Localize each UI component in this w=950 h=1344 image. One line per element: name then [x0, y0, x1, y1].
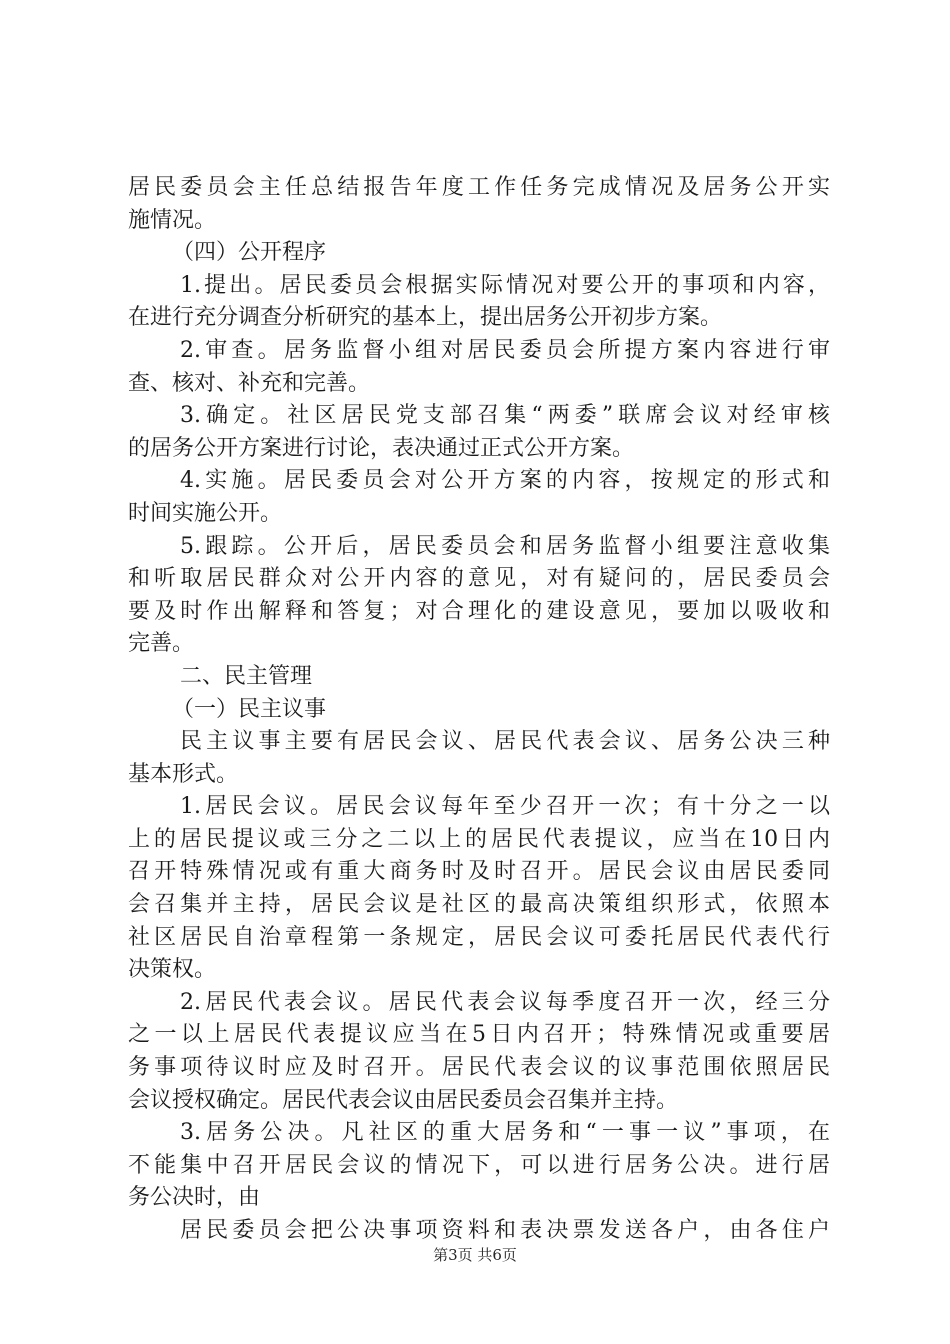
text-line: 3.确定。社区居民党支部召集“两委”联席会议对经审核 — [180, 403, 830, 429]
text-line: 完善。 — [128, 631, 195, 657]
text-line: 5.跟踪。公开后，居民委员会和居务监督小组要注意收集 — [180, 533, 830, 559]
text-line: 施情况。 — [128, 207, 217, 233]
text-line: 社区居民自治章程第一条规定，居民会议可委托居民代表代行 — [128, 924, 830, 950]
text-line: 决策权。 — [128, 957, 217, 983]
text-line: 召开特殊情况或有重大商务时及时召开。居民会议由居民委同 — [128, 859, 830, 885]
text-line: 3.居务公决。凡社区的重大居务和“一事一议”事项，在 — [180, 1120, 830, 1146]
text-line: 时间实施公开。 — [128, 500, 283, 526]
text-line: 2.居民代表会议。居民代表会议每季度召开一次，经三分 — [180, 989, 830, 1015]
text-line: 务事项待议时应及时召开。居民代表会议的议事范围依照居民 — [128, 1055, 830, 1081]
page-footer: 第3页 共6页 — [433, 1246, 517, 1264]
text-line: 在进行充分调查分析研究的基本上，提出居务公开初步方案。 — [128, 305, 723, 331]
text-line: 要及时作出解释和答复；对合理化的建设意见，要加以吸收和 — [128, 598, 830, 624]
text-line: 居民委员会主任总结报告年度工作任务完成情况及居务公开实 — [128, 175, 830, 200]
text-line: 务公决时，由 — [128, 1185, 261, 1211]
text-line: 会召集并主持，居民会议是社区的最高决策组织形式，依照本 — [128, 892, 830, 918]
text-line: 居民委员会把公决事项资料和表决票发送各户，由各住户 — [180, 1218, 830, 1243]
text-line: 和听取居民群众对公开内容的意见，对有疑问的，居民委员会 — [128, 566, 830, 592]
body-text — [128, 172, 830, 1248]
text-line: 查、核对、补充和完善。 — [128, 370, 371, 396]
text-line: 1.居民会议。居民会议每年至少召开一次；有十分之一以 — [180, 794, 830, 820]
text-line: 1.提出。居民委员会根据实际情况对要公开的事项和内容， — [180, 272, 830, 298]
text-line: （一）民主议事 — [172, 696, 327, 722]
text-line: 基本形式。 — [128, 761, 239, 787]
text-line: 之一以上居民代表提议应当在5日内召开；特殊情况或重要居 — [128, 1022, 830, 1048]
text-line: 二、民主管理 — [180, 663, 313, 689]
text-line: 4.实施。居民委员会对公开方案的内容，按规定的形式和 — [180, 468, 830, 494]
text-line: 会议授权确定。居民代表会议由居民委员会召集并主持。 — [128, 1087, 679, 1113]
text-line: （四）公开程序 — [172, 240, 327, 266]
text-line: 民主议事主要有居民会议、居民代表会议、居务公决三种 — [180, 729, 830, 755]
text-line: 2.审查。居务监督小组对居民委员会所提方案内容进行审 — [180, 337, 830, 363]
text-line: 上的居民提议或三分之二以上的居民代表提议，应当在10日内 — [128, 826, 830, 852]
text-line: 的居务公开方案进行讨论，表决通过正式公开方案。 — [128, 435, 635, 461]
text-line: 不能集中召开居民会议的情况下，可以进行居务公决。进行居 — [128, 1152, 830, 1178]
